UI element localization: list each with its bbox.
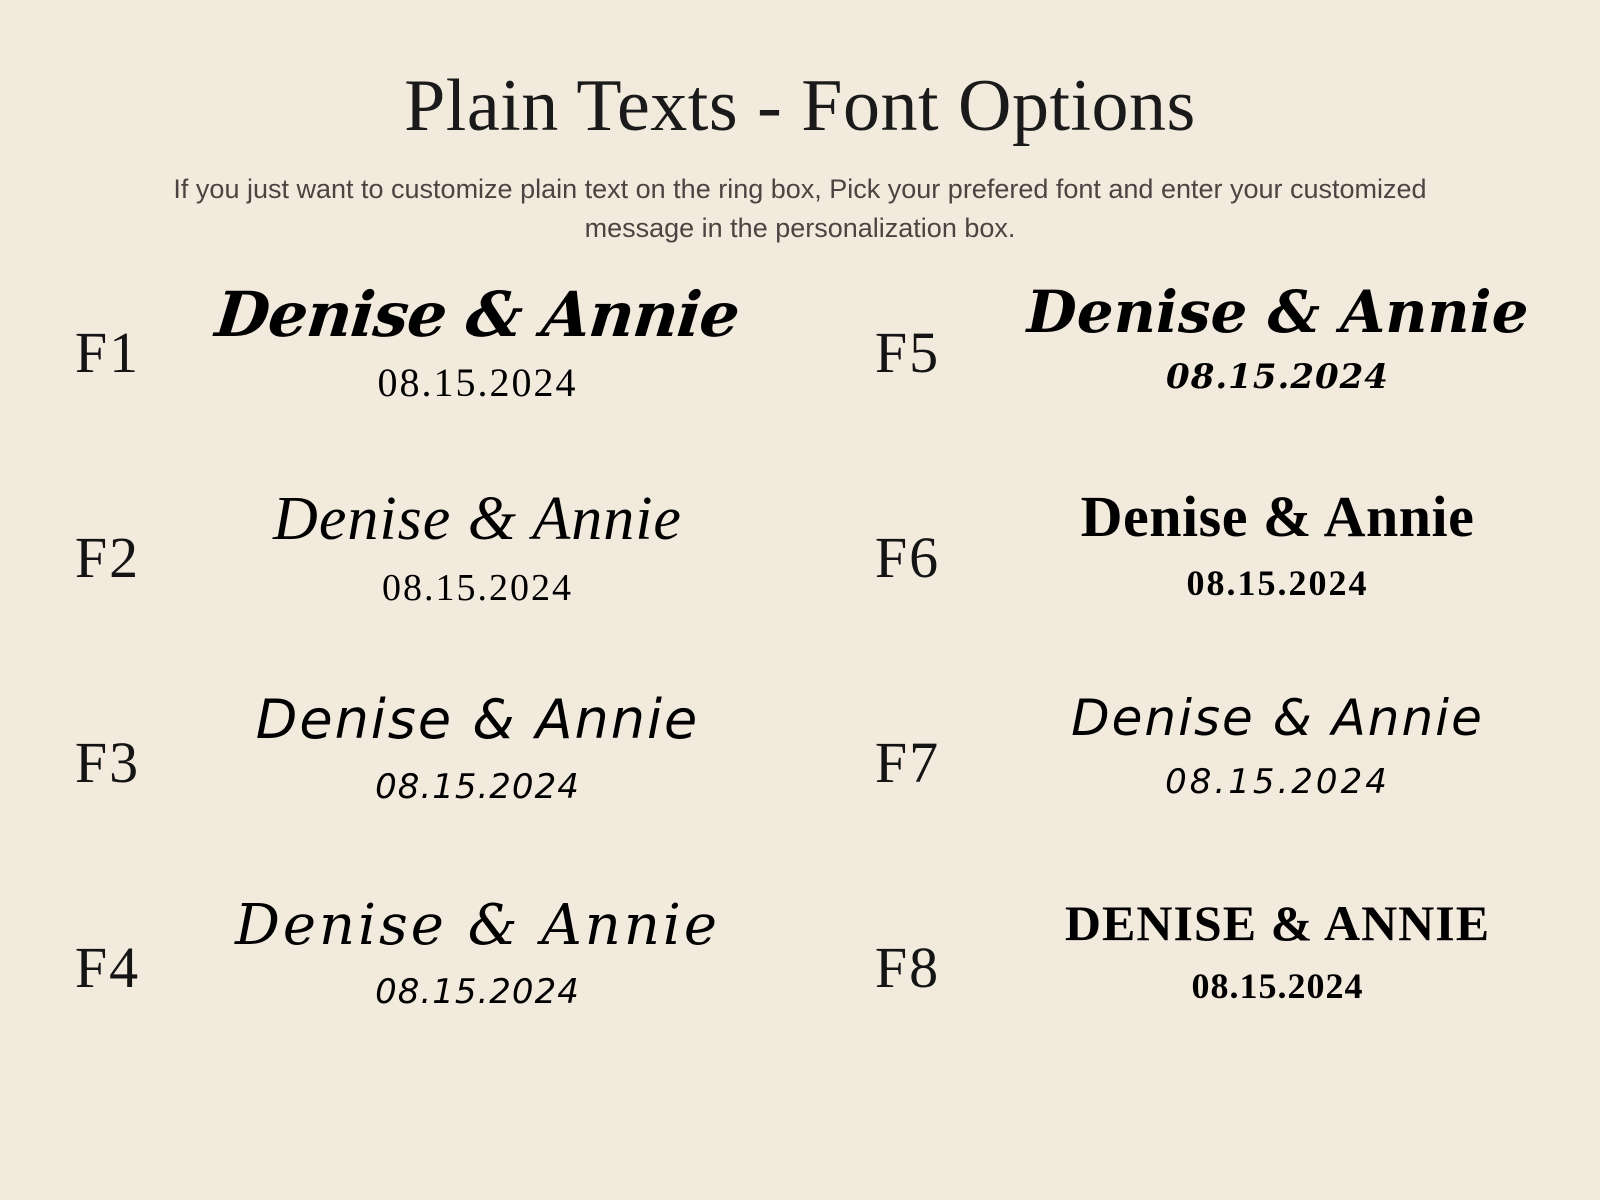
font-code-f8: F8 (874, 934, 941, 1000)
font-sample-date-f7: 08.15.2024 (1165, 762, 1390, 803)
font-option-f1[interactable] (0, 277, 800, 487)
font-code-f3: F3 (74, 729, 141, 795)
font-sample-f6 (975, 483, 1600, 604)
font-sample-date-f3: 08.15.2024 (375, 766, 580, 807)
font-sample-f4 (175, 892, 800, 1012)
font-code-f5: F5 (874, 319, 941, 385)
font-sample-names-f7: Denise & Annie (1071, 688, 1484, 747)
page-subtitle: If you just want to customize plain text on the ring box, Pick your prefered font and enter your customized message in the personalization box. (173, 173, 1427, 243)
font-sample-date-f6: 08.15.2024 (1186, 562, 1369, 603)
font-option-f5[interactable] (800, 277, 1600, 487)
font-option-f3[interactable] (0, 687, 800, 897)
font-sample-names-f4: Denise & Annie (235, 892, 720, 958)
font-option-f6[interactable] (800, 483, 1600, 692)
font-code-f2: F2 (74, 524, 141, 590)
font-code-f4: F4 (74, 934, 141, 1000)
font-sample-f7 (975, 688, 1600, 803)
font-option-f7[interactable] (800, 688, 1600, 897)
font-sample-date-f1: 08.15.2024 (377, 360, 578, 406)
font-code-f1: F1 (74, 319, 141, 385)
font-sample-date-f2: 08.15.2024 (382, 567, 573, 610)
font-sample-names-f6: Denise & Annie (1080, 483, 1475, 549)
font-sample-names-f5: Denise & Annie (1026, 277, 1529, 346)
font-option-f2[interactable] (0, 484, 800, 692)
font-sample-names-f2: Denise & Annie (273, 484, 682, 553)
font-sample-names-f1: Denise & Annie (212, 277, 743, 351)
font-sample-date-f5: 08.15.2024 (1166, 356, 1389, 397)
font-sample-f2 (175, 484, 800, 610)
font-sample-f3 (175, 687, 800, 807)
font-sample-date-f8: 08.15.2024 (1191, 966, 1364, 1007)
font-code-f6: F6 (874, 524, 941, 590)
page-title: Plain Texts - Font Options (404, 65, 1196, 147)
font-option-f4[interactable] (0, 892, 800, 1102)
font-sample-f8 (975, 894, 1600, 1008)
font-sample-f1 (175, 277, 800, 406)
font-sample-f5 (975, 277, 1600, 397)
font-sample-names-f8: DENISE & ANNIE (1064, 894, 1491, 951)
font-sample-date-f4: 08.15.2024 (375, 971, 580, 1012)
font-code-f7: F7 (874, 729, 941, 795)
font-options-grid (0, 277, 1600, 1102)
font-option-f8[interactable] (800, 894, 1600, 1102)
font-sample-names-f3: Denise & Annie (255, 687, 700, 751)
